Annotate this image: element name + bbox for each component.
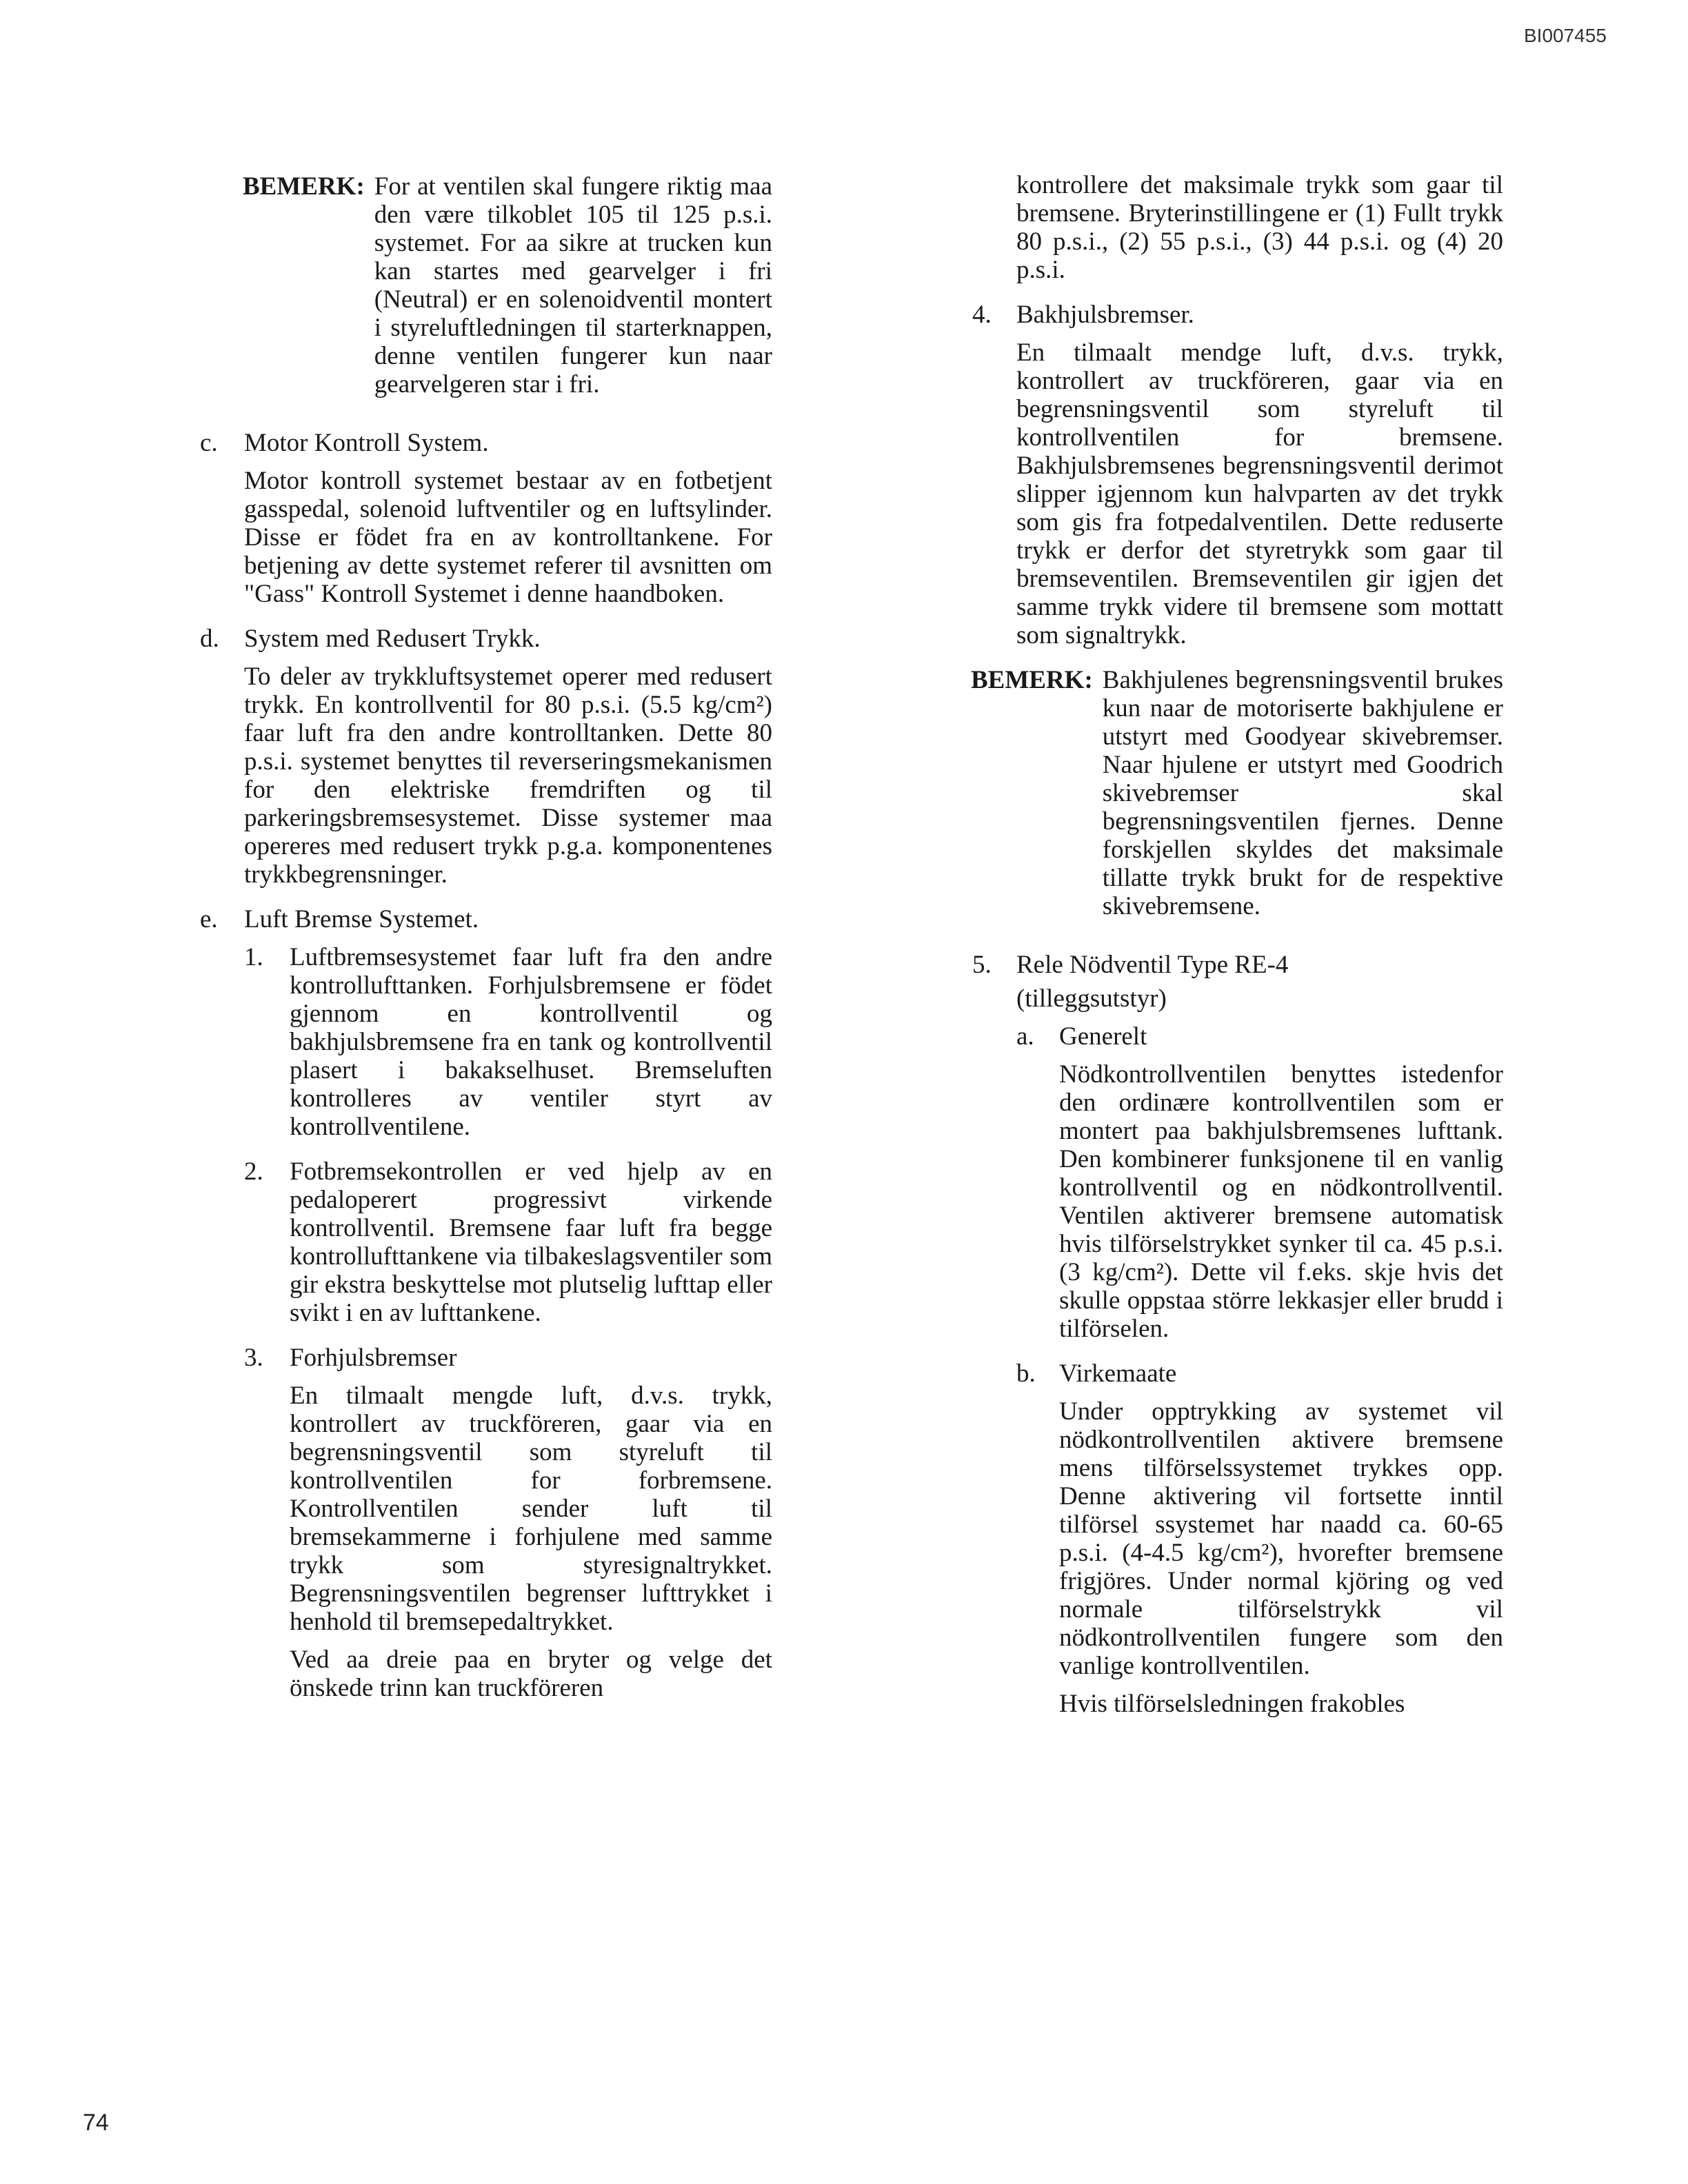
item-e2-text: Fotbremsekontrollen er ved hjelp av en pedaloperert progressivt virkende kontrollventil. Bremsene faar luft fra begge kontrollufttankene via tilbakeslagsventiler som gir ekstra beskyttelse mot plutselig lufttap eller svikt i en av lufttankene.: [290, 1157, 772, 1327]
subsection-b-text-2: Hvis tilförselsledningen frakobles: [1059, 1690, 1405, 1718]
section-4-marker: 4.: [972, 301, 992, 329]
right-column: [972, 171, 1503, 1718]
item-e1: [200, 943, 772, 1141]
item-e3-heading: [200, 1344, 772, 1372]
note-text-2: Bakhjulenes begrensningsventil brukes kun naar de motoriserte bakhjulene er utstyrt med Goodyear skivebremser. Naar hjulene er utstyrt med Goodrich skivebremser skal begrensningsventilen fjernes. Denne forskjellen skyldes det maksimale tillatte trykk brukt for de respektive skivebremsene.: [1102, 666, 1503, 920]
section-d-heading: [200, 625, 772, 653]
section-d-title: System med Redusert Trykk.: [244, 625, 541, 653]
subsection-b-title: Virkemaate: [1059, 1359, 1177, 1388]
section-c-marker: c.: [200, 429, 218, 457]
section-c-heading: [200, 429, 772, 457]
section-d-text: To deler av trykkluftsystemet operer med redusert trykk. En kontrollventil for 80 p.s.i. (5.5 kg/cm²) faar luft fra den andre kontrolltanken. Dette 80 p.s.i. systemet benyttes til reverseringsmekanismen for den elektriske fremdriften og til parkeringsbremsesystemet. Disse systemer maa opereres med redusert trykk p.g.a. komponentenes trykkbegrensninger.: [244, 663, 772, 889]
left-column: [200, 172, 772, 1702]
subsection-b-text-1: Under opptrykking av systemet vil nödkontrollventilen aktivere bremsene mens tilförselssystemet trykkes opp. Denne aktivering vil fortsette inntil tilförsel ssystemet har naadd ca. 60-65 p.s.i. (4-4.5 kg/cm²), hvorefter bremsene frigjöres. Under normal kjöring og ved normale tilförselstrykk vil nödkontrollventilen fungere som den vanlige kontrollventilen.: [1059, 1397, 1503, 1680]
section-5-title: Rele Nödventil Type RE-4: [1016, 951, 1289, 979]
section-5-heading: [972, 951, 1503, 979]
item-e3-text-1: En tilmaalt mengde luft, d.v.s. trykk, kontrollert av truckföreren, gaar via en begrensningsventil som styreluft til kontrollventilen for forbremsene. Kontrollventilen sender luft til bremsekammerne i forhjulene med samme trykk som styresignaltrykket. Begrensningsventilen begrenser lufttrykket i henhold til bremsepedaltrykket.: [290, 1382, 772, 1636]
subsection-a-title: Generelt: [1059, 1022, 1147, 1051]
section-c-title: Motor Kontroll System.: [244, 429, 489, 457]
section-c-text: Motor kontroll systemet bestaar av en fotbetjent gasspedal, solenoid luftventiler og en luftsylinder. Disse er födet fra en av kontrolltankene. For betjening av dette systemet referer til avsnitten om "Gass" Kontroll Systemet i denne haandboken.: [244, 467, 772, 608]
section-5-subtitle: (tilleggsutstyr): [1016, 984, 1167, 1013]
item-e3-marker: 3.: [244, 1344, 263, 1372]
section-4-heading: [972, 301, 1503, 329]
subsection-b-marker: b.: [1016, 1359, 1036, 1388]
item-e3-title: Forhjulsbremser: [290, 1344, 457, 1372]
section-5-marker: 5.: [972, 951, 992, 979]
item-e3-text-2: Ved aa dreie paa en bryter og velge det önskede trinn kan truckföreren: [290, 1646, 772, 1702]
item-e2: [200, 1157, 772, 1327]
item-e1-marker: 1.: [244, 943, 263, 971]
section-e-heading: [200, 905, 772, 933]
page-number: 74: [83, 2110, 109, 2136]
item-e1-text: Luftbremsesystemet faar luft fra den andre kontrollufttanken. Forhjulsbremsene er födet gjennom en kontrollventil og bakhjulsbremsene fra en tank og kontrollventil plasert i bakakselhuset. Bremseluften kontrolleres av ventiler styrt av kontrollventilene.: [290, 943, 772, 1141]
note-label-2: BEMERK:: [971, 666, 1093, 694]
section-e-marker: e.: [200, 905, 218, 933]
continued-text: kontrollere det maksimale trykk som gaar til bremsene. Bryterinstillingene er (1) Fullt trykk 80 p.s.i., (2) 55 p.s.i., (3) 44 p.s.i. og (4) 20 p.s.i.: [1016, 171, 1503, 284]
subsection-a-heading: [972, 1022, 1503, 1051]
note-text: For at ventilen skal fungere riktig maa den være tilkoblet 105 til 125 p.s.i. systemet. For aa sikre at trucken kun kan startes med gearvelger i fri (Neutral) er en solenoidventil montert i styreluftledningen til starterknappen, denne ventilen fungerer kun naar gearvelgeren star i fri.: [374, 172, 772, 398]
subsection-a-marker: a.: [1016, 1022, 1034, 1051]
section-d-marker: d.: [200, 625, 219, 653]
item-e2-marker: 2.: [244, 1157, 263, 1186]
document-id: BI007455: [1524, 25, 1607, 46]
note-block: [243, 172, 772, 398]
section-e-title: Luft Bremse Systemet.: [244, 905, 479, 933]
note-label: BEMERK:: [243, 172, 365, 201]
section-4-title: Bakhjulsbremser.: [1016, 301, 1194, 329]
subsection-a-text: Nödkontrollventilen benyttes istedenfor den ordinære kontrollventilen som er montert paa bakhjulsbremsenes lufttank. Den kombinerer funksjonene til en vanlig kontrollventil og en nödkontrollventil. Ventilen aktiverer bremsene automatisk hvis tilförselstrykket synker til ca. 45 p.s.i. (3 kg/cm²). Dette vil f.eks. skje hvis det skulle oppstaa större lekkasjer eller brudd i tilförselen.: [1059, 1060, 1503, 1343]
note-block-2: [971, 666, 1503, 920]
subsection-b-heading: [972, 1359, 1503, 1388]
section-4-text: En tilmaalt mendge luft, d.v.s. trykk, kontrollert av truckföreren, gaar via en begrensningsventil som styreluft til kontrollventilen for bremsene. Bakhjulsbremsenes begrensningsventil derimot slipper igjennom kun halvparten av det trykk som gis fra fotpedalventilen. Dette reduserte trykk er derfor det styretrykk som gaar til bremseventilen. Bremseventilen gir igjen det samme trykk videre til bremsene som mottatt som signaltrykk.: [1016, 338, 1503, 649]
